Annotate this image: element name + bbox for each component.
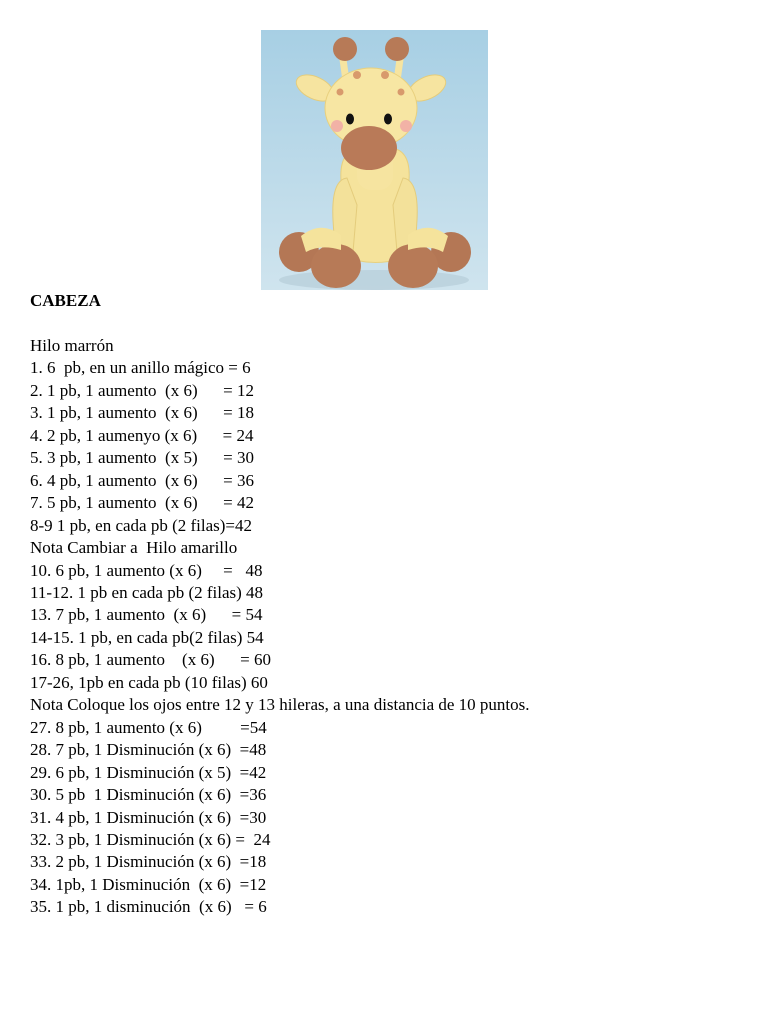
pattern-line: 30. 5 pb 1 Disminución (x 6) =36 xyxy=(30,785,267,805)
pattern-line: 2. 1 pb, 1 aumento (x 6) = 12 xyxy=(30,380,254,400)
pattern-line: 34. 1pb, 1 Disminución (x 6) =12 xyxy=(30,874,267,894)
giraffe-right-eye xyxy=(384,114,392,125)
pattern-note: Nota Cambiar a Hilo amarillo xyxy=(30,538,238,558)
pattern-line: 16. 8 pb, 1 aumento (x 6) = 60 xyxy=(30,650,271,670)
pattern-line: 3. 1 pb, 1 aumento (x 6) = 18 xyxy=(30,403,254,423)
giraffe-spot xyxy=(398,89,405,96)
pattern-line: 29. 6 pb, 1 Disminución (x 5) =42 xyxy=(30,762,267,782)
pattern-line: 14-15. 1 pb, en cada pb(2 filas) 54 xyxy=(30,627,264,647)
pattern-line: 32. 3 pb, 1 Disminución (x 6) = 24 xyxy=(30,829,271,849)
giraffe-left-foot xyxy=(311,244,361,288)
giraffe-left-eye xyxy=(346,114,354,125)
giraffe-spot xyxy=(353,71,361,79)
giraffe-muzzle xyxy=(341,126,397,170)
giraffe-left-horn xyxy=(333,37,357,61)
giraffe-right-cheek xyxy=(400,120,412,132)
pattern-line: 4. 2 pb, 1 aumenyo (x 6) = 24 xyxy=(30,425,254,445)
spacer xyxy=(30,312,750,335)
pattern-line: Hilo marrón xyxy=(30,336,114,355)
pattern-line: Nota Coloque los ojos entre 12 y 13 hileras, a una distancia de 10 puntos. xyxy=(30,695,530,715)
giraffe-left-cheek xyxy=(331,120,343,132)
pattern-line: 10. 6 pb, 1 aumento (x 6) = 48 xyxy=(30,560,263,580)
giraffe-illustration xyxy=(261,30,488,290)
pattern-line: 31. 4 pb, 1 Disminución (x 6) =30 xyxy=(30,807,267,827)
section-title: CABEZA xyxy=(30,291,101,310)
pattern-note: 27. 8 pb, 1 aumento (x 6) =54 xyxy=(30,717,267,737)
giraffe-photo xyxy=(261,30,488,290)
pattern-line: 5. 3 pb, 1 aumento (x 5) = 30 xyxy=(30,448,254,468)
pattern-line: 28. 7 pb, 1 Disminución (x 6) =48 xyxy=(30,740,267,760)
pattern-line: 33. 2 pb, 1 Disminución (x 6) =18 xyxy=(30,852,267,872)
pattern-document xyxy=(30,290,750,919)
pattern-line: 13. 7 pb, 1 aumento (x 6) = 54 xyxy=(30,605,263,625)
pattern-line: 35. 1 pb, 1 disminución (x 6) = 6 xyxy=(30,897,267,917)
pattern-line: 8-9 1 pb, en cada pb (2 filas)=42 xyxy=(30,515,253,535)
giraffe-right-foot xyxy=(388,244,438,288)
giraffe-right-horn xyxy=(385,37,409,61)
pattern-line: 7. 5 pb, 1 aumento (x 6) = 42 xyxy=(30,493,254,513)
pattern-line: 17-26, 1pb en cada pb (10 filas) 60 xyxy=(30,672,268,692)
pattern-line: 6. 4 pb, 1 aumento (x 6) = 36 xyxy=(30,470,254,490)
giraffe-spot xyxy=(337,89,344,96)
floor-shadow xyxy=(279,270,469,290)
pattern-line: 1. 6 pb, en un anillo mágico = 6 xyxy=(30,358,251,378)
pattern-line: 11-12. 1 pb en cada pb (2 filas) 48 xyxy=(30,582,264,602)
giraffe-spot xyxy=(381,71,389,79)
